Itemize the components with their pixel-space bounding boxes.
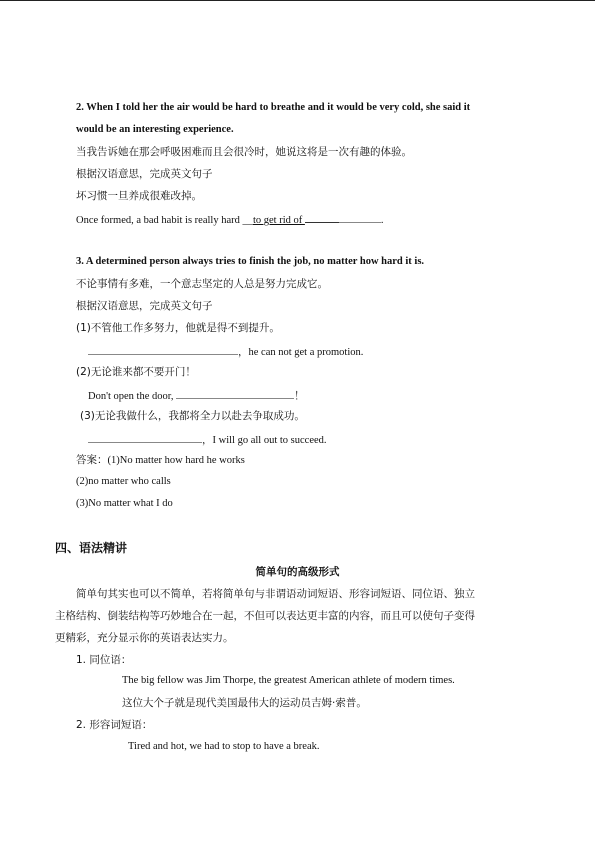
q3-answer-2: (2)no matter who calls: [76, 476, 171, 487]
q2-exercise-answer: to get rid of: [252, 215, 305, 226]
q2-exercise-after: .: [380, 215, 384, 226]
q3-item3-en: [88, 431, 327, 448]
q2-exercise-pre-blank: __: [242, 215, 253, 226]
q3-item2-cn: (2)无论谁来都不要开门！: [76, 366, 196, 378]
q3-item2-en: [88, 387, 305, 404]
q2-prompt-cn: 坏习惯一旦养成很难改掉。: [76, 190, 202, 202]
section4-subtitle: 简单句的高级形式: [255, 566, 340, 578]
q2-answer-blank-line-tail: [339, 211, 381, 223]
section4-point1-label: 1. 同位语：: [76, 654, 132, 666]
section4-point1-cn: 这位大个子就是现代美国最伟大的运动员吉姆·索普。: [122, 697, 367, 709]
q3-item1-blank: [88, 343, 238, 355]
section4-point2-en: Tired and hot, we had to stop to have a break.: [128, 741, 320, 752]
section4-heading: 四、语法精讲: [55, 541, 128, 555]
q3-item3-en-after: ，I will go all out to succeed.: [202, 435, 327, 446]
section4-para-line1: 简单句其实也可以不简单，若将简单句与非谓语动词短语、形容词短语、同位语、独立: [76, 588, 475, 600]
q3-instruction: 根据汉语意思，完成英文句子: [76, 300, 213, 312]
q3-translation: 不论事情有多难，一个意志坚定的人总是努力完成它。: [76, 278, 328, 290]
q2-sentence: 2. When I told her the air would be hard to breathe and it would be very cold, she said it: [76, 102, 471, 113]
q3-item3-blank: [88, 431, 202, 443]
q2-instruction: 根据汉语意思，完成英文句子: [76, 168, 213, 180]
q3-item1-en: [88, 343, 363, 360]
q3-item2-en-after: ！: [294, 391, 305, 402]
q3-answer-line-1: [76, 453, 245, 468]
q2-sentence-cont: would be an interesting experience.: [76, 124, 234, 135]
q3-item2-blank: [176, 387, 294, 399]
q3-answer-1: (1)No matter how hard he works: [107, 455, 245, 466]
q2-translation: 当我告诉她在那会呼吸困难而且会很冷时，她说这将是一次有趣的体验。: [76, 146, 412, 158]
section4-point1-en: The big fellow was Jim Thorpe, the greatest American athlete of modern times.: [122, 675, 455, 686]
section4-para-line2: 主格结构、倒装结构等巧妙地合在一起，不但可以表达更丰富的内容，而且可以使句子变得: [55, 610, 475, 622]
q3-sentence: 3. A determined person always tries to finish the job, no matter how hard it is.: [76, 256, 425, 267]
q3-answer-3: (3)No matter what I do: [76, 498, 173, 509]
q3-answer-label: 答案：: [76, 454, 108, 466]
page-top-rule: [0, 0, 595, 1]
section4-point2-label: 2. 形容词短语：: [76, 719, 153, 731]
q3-item1-en-after: ，he can not get a promotion.: [238, 347, 364, 358]
q3-item1-cn: (1)不管他工作多努力，他就是得不到提升。: [76, 322, 280, 334]
q3-item2-en-before: Don't open the door,: [88, 391, 177, 402]
q2-exercise: [76, 211, 384, 228]
q2-exercise-before: Once formed, a bad habit is really hard: [76, 215, 243, 226]
q2-answer-blank-line: [305, 211, 339, 223]
section4-para-line3: 更精彩，充分显示你的英语表达实力。: [55, 632, 234, 644]
q3-item3-cn: (3)无论我做什么，我都将全力以赴去争取成功。: [80, 410, 305, 422]
